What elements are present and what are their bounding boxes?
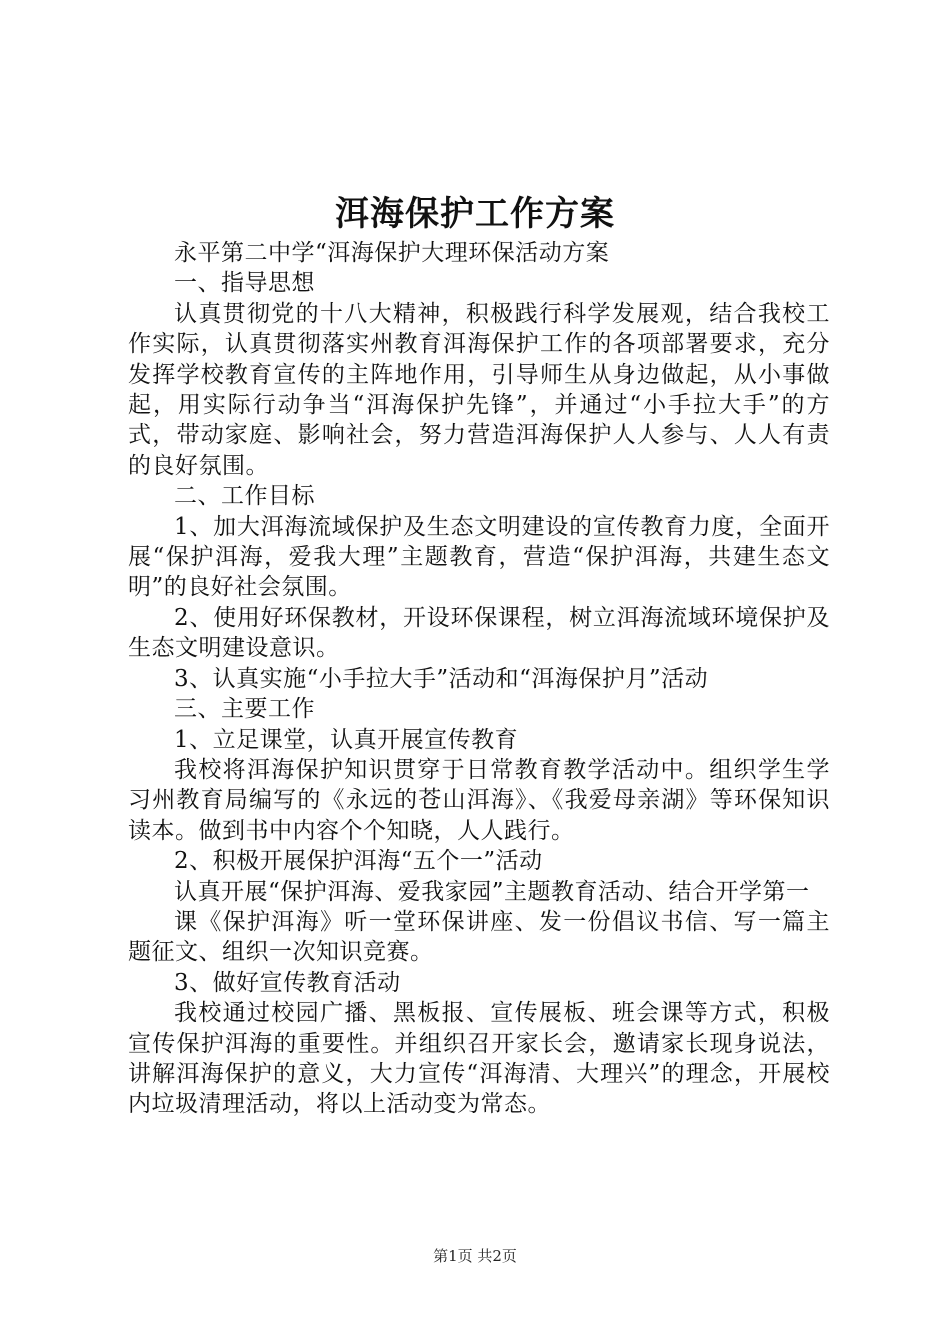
- subheading-work-3: 3、做好宣传教育活动: [174, 969, 401, 996]
- paragraph-goal-2: 2、使用好环保教材，开设环保课程，树立洱海流域环境保护及生态文明建设意识。: [128, 604, 830, 662]
- paragraph-work-3: 我校通过校园广播、黑板报、宣传展板、班会课等方式，积极宣传保护洱海的重要性。并组织召开家长会，邀请家长现身说法，讲解洱海保护的意义，大力宣传“洱海清、大理兴”的理念，开展校内垃圾清理活动，将以上活动变为常态。: [128, 1000, 830, 1118]
- paragraph-guiding-thought: 认真贯彻党的十八大精神，积极践行科学发展观，结合我校工作实际，认真贯彻落实州教育洱海保护工作的各项部署要求，充分发挥学校教育宣传的主阵地作用，引导师生从身边做起，从小事做起，用实际行动争当“洱海保护先锋”，并通过“小手拉大手”的方式，带动家庭、影响社会，努力营造洱海保护人人参与、人人有责的良好氛围。: [128, 300, 830, 479]
- paragraph-work-2a: 认真开展“保护洱海、爱我家园”主题教育活动、结合开学第一: [174, 878, 810, 905]
- paragraph-school-heading: 永平第二中学“洱海保护大理环保活动方案: [174, 240, 610, 266]
- paragraph-goal-1: 1、加大洱海流域保护及生态文明建设的宣传教育力度，全面开展“保护洱海，爱我大理”主题教育，营造“保护洱海，共建生态文明”的良好社会氛围。: [128, 513, 830, 601]
- subheading-work-1: 1、立足课堂，认真开展宣传教育: [174, 726, 519, 753]
- page-number-footer: 第1页 共2页: [433, 1247, 517, 1265]
- document-body: [128, 238, 830, 1120]
- section-heading-main-work: 三、主要工作: [174, 696, 315, 723]
- paragraph-goal-3: 3、认真实施“小手拉大手”活动和“洱海保护月”活动: [174, 665, 709, 692]
- paragraph-work-2b: 课《保护洱海》听一堂环保讲座、发一份倡议书信、写一篇主题征文、组织一次知识竞赛。: [128, 908, 830, 966]
- paragraph-work-1: 我校将洱海保护知识贯穿于日常教育教学活动中。组织学生学习州教育局编写的《永远的苍山洱海》、《我爱母亲湖》等环保知识读本。做到书中内容个个知晓，人人践行。: [128, 756, 830, 844]
- section-heading-work-goals: 二、工作目标: [174, 483, 315, 510]
- section-heading-guiding-thought: 一、指导思想: [174, 270, 315, 297]
- document-title: 洱海保护工作方案: [335, 194, 615, 234]
- subheading-work-2: 2、积极开展保护洱海“五个一”活动: [174, 848, 543, 875]
